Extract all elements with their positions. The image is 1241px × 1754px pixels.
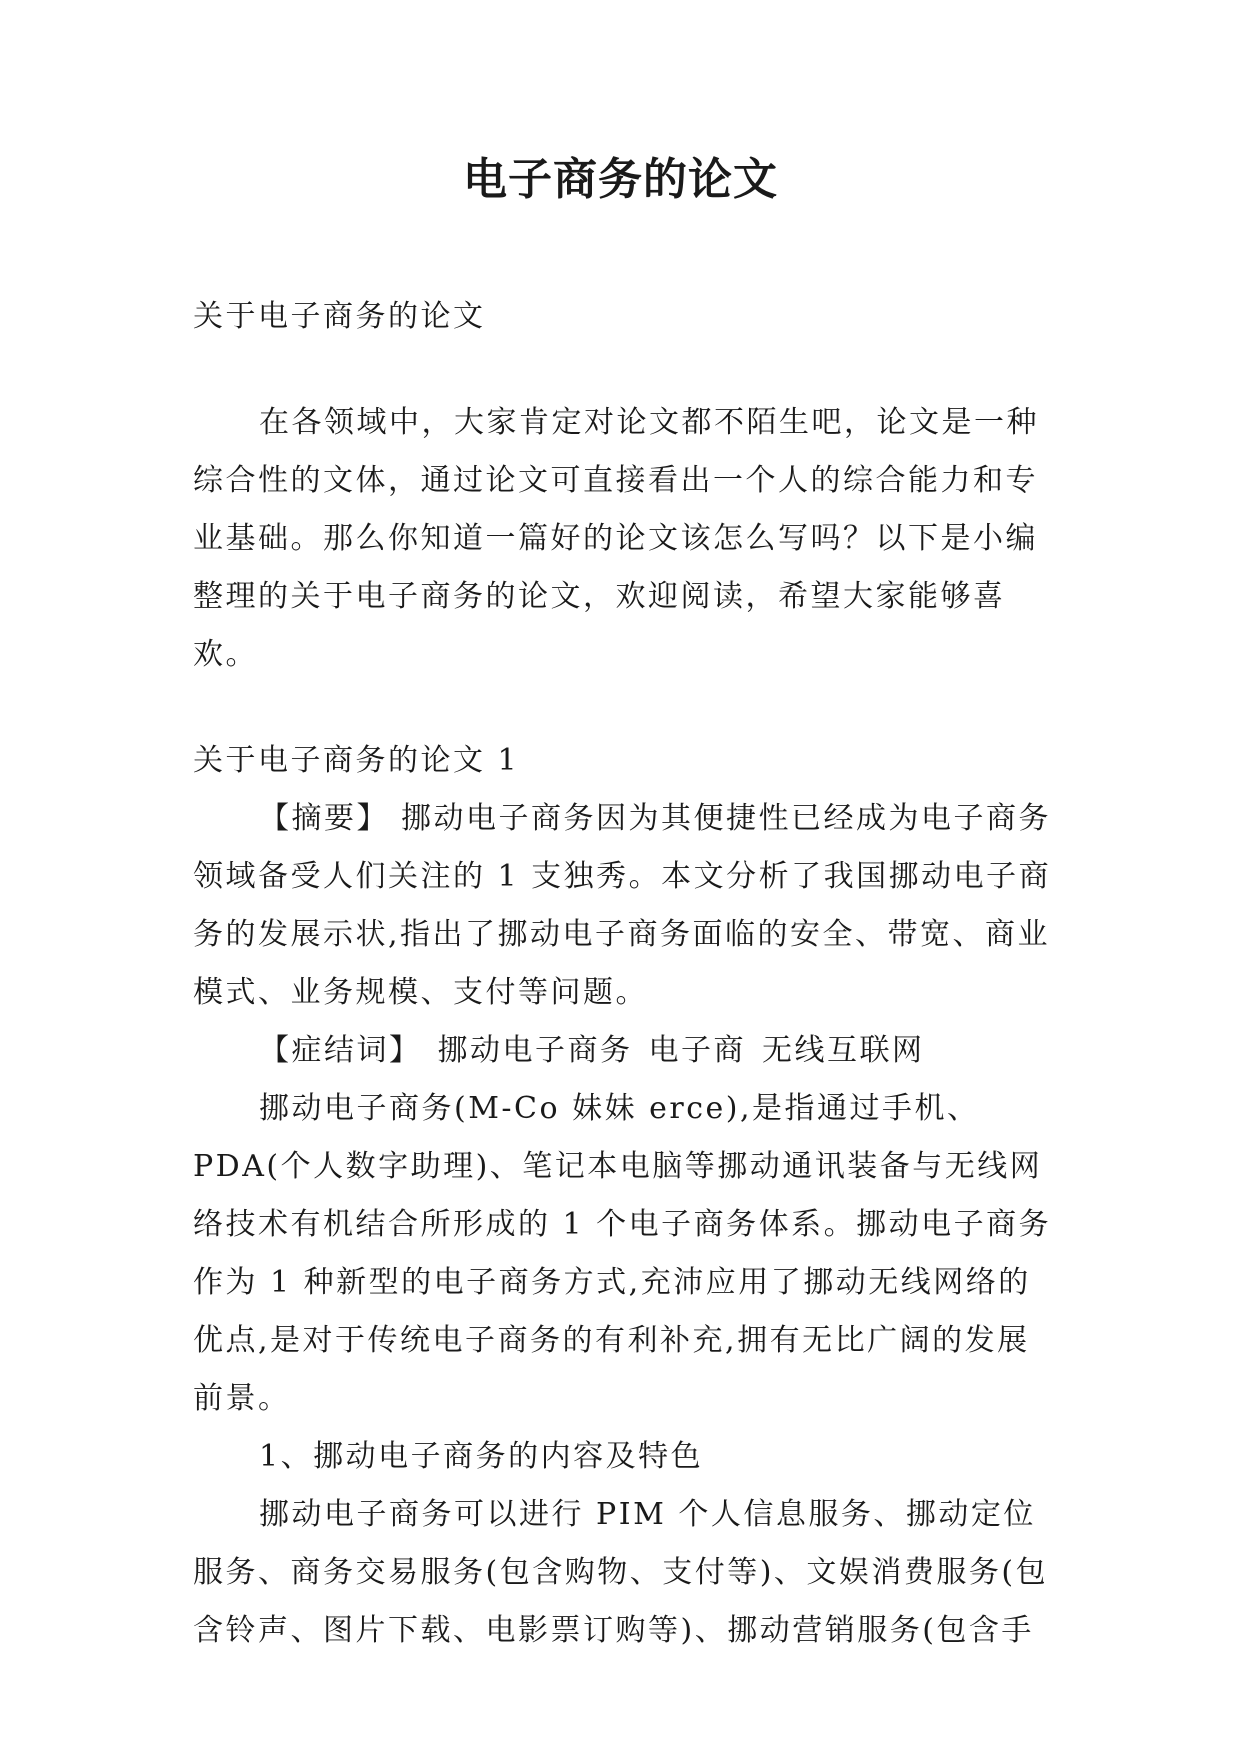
subtitle: 关于电子商务的论文 (193, 299, 486, 334)
keyword: 无线互联网 (762, 1033, 925, 1068)
section-heading: 关于电子商务的论文 1 (193, 743, 520, 778)
intro-paragraph: 在各领域中，大家肯定对论文都不陌生吧，论文是一种综合性的文体，通过论文可直接看出一个人的综合能力和专业基础。那么你知道一篇好的论文该怎么写吗？以下是小编整理的关于电子商务的论文，欢迎阅读，希望大家能够喜欢。 (193, 405, 1039, 672)
abstract-text: 挪动电子商务因为其便捷性已经成为电子商务领域备受人们关注的 1 支独秀。本文分析了我国挪动电子商务的发展示状,指出了挪动电子商务面临的安全、带宽、商业模式、业务规模、支付等问题。 (193, 801, 1052, 1010)
abstract-label: 【摘要】 (259, 801, 389, 836)
subheading: 1、挪动电子商务的内容及特色 (259, 1439, 704, 1474)
document-title: 电子商务的论文 (463, 154, 778, 205)
body-paragraph: 挪动电子商务可以进行 PIM 个人信息服务、挪动定位服务、商务交易服务(包含购物、支付等)、文娱消费服务(包含铃声、图片下载、电影票订购等)、挪动营销服务(包含手 (193, 1497, 1049, 1648)
keyword: 电子商 (648, 1033, 746, 1068)
document-body (193, 288, 1053, 1660)
abstract-paragraph (193, 790, 1053, 1022)
keywords-line (193, 1022, 1053, 1080)
body-paragraph: 挪动电子商务(M-Co 妹妹 erce),是指通过手机、PDA(个人数字助理)、笔记本电脑等挪动通讯装备与无线网络技术有机结合所形成的 1 个电子商务体系。挪动电子商务作为 1 种新型的电子商务方式,充沛应用了挪动无线网络的优点,是对于传统电子商务的有利补充,拥有无比广阔的发展前景。 (193, 1091, 1052, 1416)
keyword: 挪动电子商务 (437, 1033, 633, 1068)
keywords-label: 【症结词】 (259, 1033, 422, 1068)
